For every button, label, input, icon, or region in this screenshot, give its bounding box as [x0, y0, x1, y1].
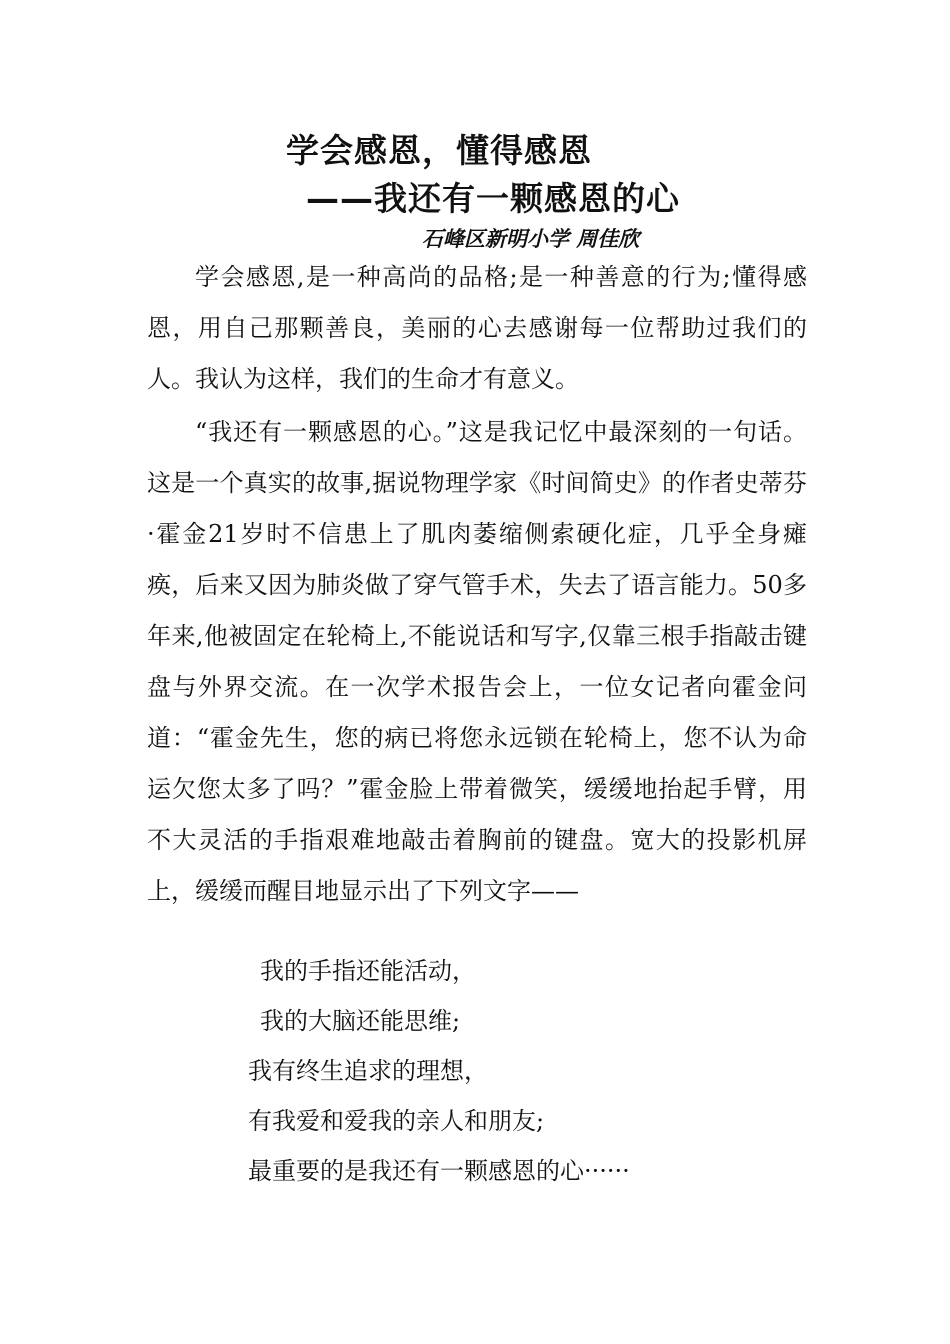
- poem-line: 我的手指还能活动，: [260, 957, 476, 985]
- body-paragraph: 学会感恩,是一种高尚的品格;是一种善意的行为;懂得感恩，用自己那颗善良，美丽的心去感谢每一位帮助过我们的人。我认为这样，我们的生命才有意义。: [147, 263, 807, 393]
- document-subtitle: ——我还有一颗感恩的心: [306, 179, 680, 218]
- quoted-poem: [248, 946, 630, 1196]
- poem-line: 有我爱和爱我的亲人和朋友;: [248, 1107, 545, 1135]
- body-paragraph: “我还有一颗感恩的心。”这是我记忆中最深刻的一句话。这是一个真实的故事,据说物理学家《时间简史》的作者史蒂芬·霍金21岁时不信患上了肌肉萎缩侧索硬化症，几乎全身瘫痪，后来又因为肺炎做了穿气管手术，失去了语言能力。50多年来,他被固定在轮椅上,不能说话和写字,仅靠三根手指敲击键盘与外界交流。在一次学术报告会上，一位女记者向霍金问道：“霍金先生，您的病已将您永远锁在轮椅上，您不认为命运欠您太多了吗？”霍金脸上带着微笑，缓缓地抬起手臂，用不大灵活的手指艰难地敲击着胸前的键盘。宽大的投影机屏上，缓缓而醒目地显示出了下列文字——: [147, 418, 807, 905]
- poem-line: 最重要的是我还有一颗感恩的心······: [248, 1157, 630, 1185]
- document-title: 学会感恩，懂得感恩: [286, 131, 592, 170]
- poem-line: 我的大脑还能思维;: [260, 1007, 461, 1035]
- poem-line: 我有终生追求的理想，: [248, 1057, 488, 1085]
- document-author: 石峰区新明小学 周佳欣: [422, 227, 640, 251]
- document-body: [147, 252, 807, 917]
